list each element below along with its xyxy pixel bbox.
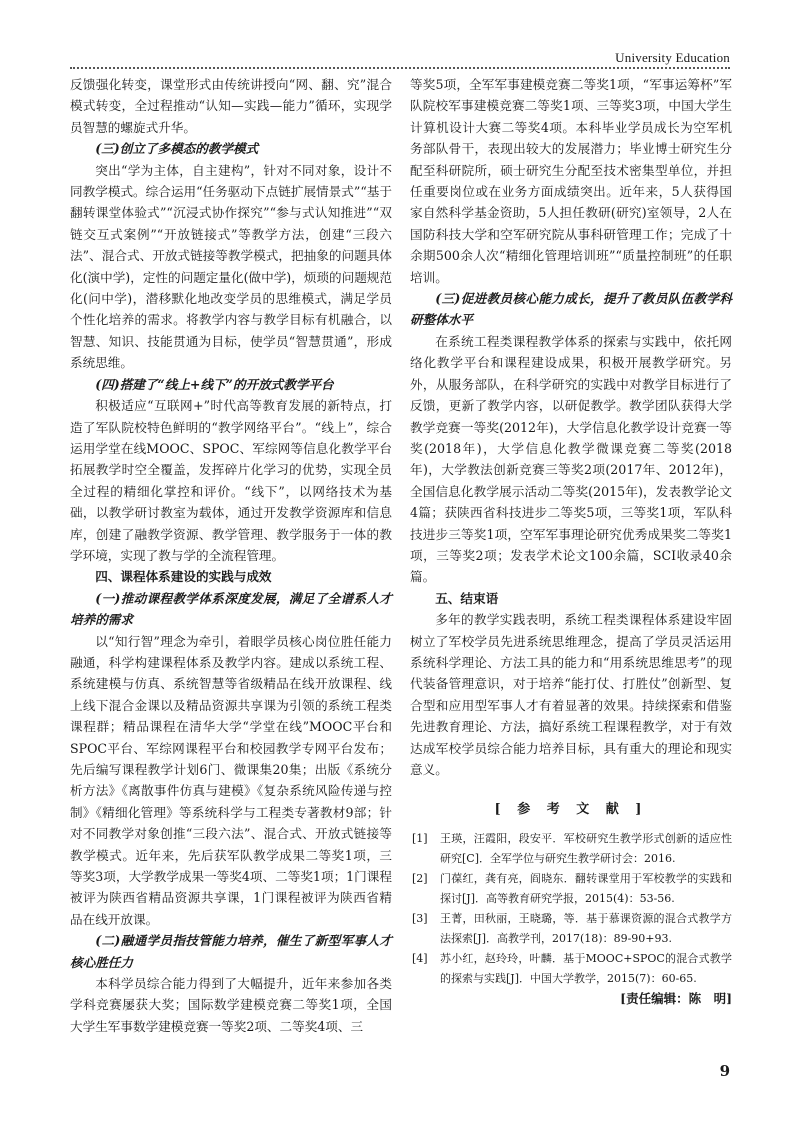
section-heading: 四、课程体系建设的实践与成效 <box>95 569 272 585</box>
reference-item <box>410 829 732 869</box>
reference-item <box>410 909 732 949</box>
subsection-heading: (三)创立了多模态的教学模式 <box>95 141 259 157</box>
body-paragraph: 等奖5项，全军军事建模竞赛二等奖1项，“军事运筹杯”军队院校军事建模竞赛二等奖1项、三等奖3项，中国大学生计算机设计大赛二等奖4项。本科毕业学员成长为空军机务部队骨干，表现出较大的发展潜力；毕业博士研究生分配至科研院所，硕士研究生分配至技术密集型单位，并担任重要岗位或在业务方面成绩突出。近年来，5人获得国家自然科学基金资助，5人担任教研(研究)室领导，2人在国防科技大学和空军研究院从事科研管理工作；完成了十余期500余人次“精细化管理培训班”“质量控制班”的任职培训。 <box>410 77 732 285</box>
body-paragraph: 反馈强化转变，课堂形式由传统讲授向“网、翻、究”混合模式转变，全过程推动“认知—实践—能力”循环，实现学员智慧的螺旋式升华。 <box>70 77 392 135</box>
subsection-heading: (一)推动课程教学体系深度发展，满足了全谱系人才培养的需求 <box>70 590 392 628</box>
reference-text: 王瑛，汪霞阳，段安平．军校研究生教学形式创新的适应性研究[C]．全军学位与研究生教学研讨会：2016. <box>440 832 732 866</box>
right-column-body <box>410 74 732 780</box>
body-paragraph: 本科学员综合能力得到了大幅提升，近年来参加各类学科竞赛屡获大奖；国际数学建模竞赛二等奖1项，全国大学生军事数学建模竞赛一等奖2项、二等奖4项、三 <box>70 976 392 1034</box>
reference-text: 门葆红，龚有亮，阎晓东．翻转课堂用于军校教学的实践和探讨[J]．高等教育研究学报，2015(4)：53-56. <box>440 872 732 906</box>
responsible-editor: [责任编辑：陈 明] <box>620 991 732 1007</box>
body-paragraph: 以“知行智”理念为牵引，着眼学员核心岗位胜任能力融通，科学构建课程体系及教学内容。建成以系统工程、系统建模与仿真、系统智慧等省级精品在线开放课程、线上线下混合金课以及精品资源共享课为引领的系统工程类课程群；精品课程在清华大学“学堂在线”MOOC平台和SPOC平台、军综网课程平台和校园教学专网平台发布；先后编写课程教学计划6门、微课集20集；出版《系统分析方法》《离散事件仿真与建模》《复杂系统风险传递与控制》《精细化管理》等系统科学与工程类专著教材9部；针对不同教学对象创推“三段六法”、混合式、开放式链接等教学模式。近年来，先后获军队教学成果二等奖1项，三等奖3项，大学教学成果一等奖4项、二等奖1项；1门课程被评为陕西省精品资源共享课，1门课程被评为陕西省精品在线开放课。 <box>70 633 392 927</box>
section-heading: 五、结束语 <box>435 590 499 606</box>
references-title: [ 参 考 文 献 ] <box>494 802 648 818</box>
reference-number: [1] <box>412 832 428 846</box>
left-column <box>70 74 392 1037</box>
body-paragraph: 积极适应“互联网+”时代高等教育发展的新特点，打造了军队院校特色鲜明的“教学网络平台”。“线上”，综合运用学堂在线MOOC、SPOC、军综网等信息化教学平台拓展教学时空全覆盖，发挥碎片化学习的优势，实现全员全过程的精细化掌控和评价。“线下”，以网络技术为基础，以教学研讨教室为载体，通过开发教学资源库和信息库，创建了融教学资源、教学管理、教学服务于一体的教学环境，实现了教与学的全流程管理。 <box>70 398 392 563</box>
subsection-heading: (二)融通学员指技管能力培养，催生了新型军事人才核心胜任力 <box>70 933 392 970</box>
reference-number: [4] <box>412 952 428 966</box>
references-section <box>410 798 732 1009</box>
journal-header-title: University Education <box>615 50 730 65</box>
reference-text: 苏小红，赵玲玲，叶麟．基于MOOC+SPOC的混合式教学的探索与实践[J]．中国大学教学，2015(7)：60-65. <box>440 952 732 986</box>
subsection-heading: (四)搭建了“线上+线下”的开放式教学平台 <box>95 376 334 392</box>
reference-item <box>410 869 732 909</box>
page-number: 9 <box>719 1062 730 1080</box>
reference-text: 王菁，田秋丽，王晓璐，等．基于慕课资源的混合式教学方法探索[J]．高教学刊，2017(18)：89-90+93. <box>440 912 732 946</box>
right-column <box>410 74 732 1009</box>
body-paragraph: 多年的教学实践表明，系统工程类课程体系建设牢固树立了军校学员先进系统思维理念，提高了学员灵活运用系统科学理论、方法工具的能力和“用系统思维思考”的现代装备管理意识，对于培养“能打仗、打胜仗”创新型、复合型和应用型军事人才有着显著的效果。持续探索和借鉴先进教育理论、方法，搞好系统工程课程教学，对于有效达成军校学员综合能力培养目标，具有重大的理论和现实意义。 <box>410 612 732 777</box>
body-paragraph: 突出“学为主体，自主建构”，针对不同对象，设计不同教学模式。综合运用“任务驱动下点链扩展情景式”“基于翻转课堂体验式”“沉浸式协作探究”“参与式认知推进”“双链交互式案例”“开放链接式”等教学方法，创建“三段六法”、混合式、开放式链接等教学模式，把抽象的问题具体化(演中学)，定性的问题定量化(做中学)，烦琐的问题规范化(问中学)，潜移默化地改变学员的思维模式，满足学员个性化培养的需求。将教学内容与教学目标有机融合，以智慧、知识、技能贯通为目标，使学员“智慧贯通”，形成系统思维。 <box>70 162 392 371</box>
header-dotted-rule <box>70 67 730 69</box>
reference-number: [2] <box>412 872 428 886</box>
reference-number: [3] <box>412 912 428 926</box>
reference-item <box>410 949 732 989</box>
references-list <box>410 829 732 989</box>
body-paragraph: 在系统工程类课程教学体系的探索与实践中，依托网络化教学平台和课程建设成果，积极开展教学研究。另外，从服务部队，在科学研究的实践中对教学目标进行了反馈，更新了教学内容，以研促教学。教学团队获得大学教学竞赛一等奖(2012年)，大学信息化教学设计竞赛一等奖(2018年)，大学信息化教学微课竞赛二等奖(2018年)，大学教法创新竞赛三等奖2项(2017年、2012年)，全国信息化教学展示活动二等奖(2015年)，发表教学论文4篇；获陕西省科技进步二等奖5项，三等奖1项，军队科技进步三等奖1项，空军军事理论研究优秀成果奖二等奖1项，三等奖2项；发表学术论文100余篇，SCI收录40余篇。 <box>410 333 732 585</box>
subsection-heading: (三)促进教员核心能力成长，提升了教员队伍教学科研整体水平 <box>410 291 732 328</box>
